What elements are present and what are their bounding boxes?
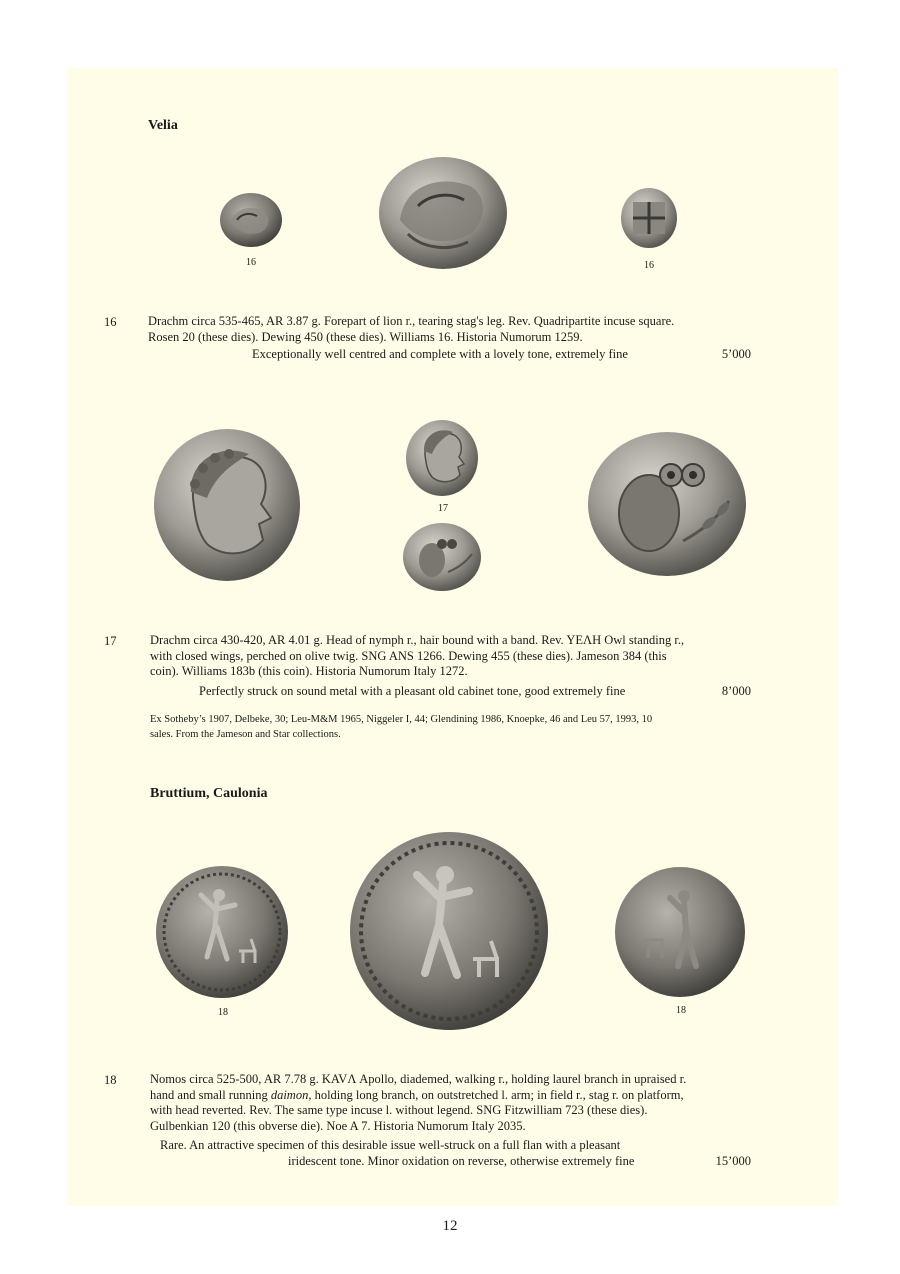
lot-17-line-1: Drachm circa 430-420, AR 4.01 g. Head of nymph r., hair bound with a band. Rev. YEΛH Owl standing r., (150, 633, 685, 647)
lot-grade-16: Exceptionally well centred and complete with a lovely tone, extremely fine (252, 347, 628, 361)
coin-image-16-reverse (620, 187, 678, 250)
coin-caption-16-left: 16 (246, 257, 256, 268)
section-heading-velia: Velia (148, 118, 178, 133)
lot-18-line-1: Nomos circa 525-500, AR 7.78 g. KAVΛ Apollo, diademed, walking r., holding laurel branch in upraised r. (150, 1072, 687, 1086)
lot-price-17: 8’000 (721, 684, 751, 698)
coin-image-17-obverse-large (153, 428, 301, 583)
lot-number-18: 18 (104, 1073, 117, 1087)
lot-grade-18-line-1: Rare. An attractive specimen of this desirable issue well-struck on a full flan with a pleasant (160, 1138, 621, 1152)
lot-description-18 (150, 1072, 751, 1138)
coin-image-17-reverse-large (587, 431, 747, 577)
lot-description-17 (150, 633, 751, 683)
lot-number-16: 16 (104, 315, 117, 329)
lot-16-line-1: Drachm circa 535-465, AR 3.87 g. Forepart of lion r., tearing stag's leg. Rev. Quadripartite incuse square. (148, 314, 675, 328)
coin-caption-16-right: 16 (644, 260, 654, 271)
coin-image-18-obverse-large (349, 831, 549, 1031)
lot-17-line-3: coin). Williams 183b (this coin). Historia Numorum Italy 1272. (150, 664, 468, 678)
lot-17-provenance-line-2: sales. From the Jameson and Star collections. (150, 729, 341, 740)
lot-17-provenance-line-1: Ex Sotheby’s 1907, Delbeke, 30; Leu-M&M 1965, Niggeler I, 44; Glendining 1986, Knoepke, 46 and Leu 57, 1993, 10 (150, 714, 653, 725)
coin-image-17-obverse-small (405, 419, 479, 497)
lot-18-line-3: with head reverted. Rev. The same type incuse l. without legend. SNG Fitzwilliam 723 (these dies). (150, 1103, 648, 1117)
lot-grade-17: Perfectly struck on sound metal with a pleasant old cabinet tone, good extremely fine (199, 684, 626, 698)
section-heading-bruttium-caulonia: Bruttium, Caulonia (150, 786, 268, 801)
lot-16-line-2: Rosen 20 (these dies). Dewing 450 (these dies). Williams 16. Historia Numorum 1259. (148, 329, 583, 344)
page-number: 12 (442, 1218, 458, 1234)
coin-image-18-obverse-small (155, 865, 289, 999)
coin-caption-18-left: 18 (218, 1007, 228, 1018)
lot-18-daimon-italic: daimon (270, 1087, 309, 1102)
lot-number-17: 17 (104, 634, 117, 648)
catalogue-page-panel (67, 68, 838, 1206)
lot-17-line-2: with closed wings, perched on olive twig. SNG ANS 1266. Dewing 455 (these dies). Jameson 384 (this (150, 648, 667, 663)
coin-image-18-reverse (614, 866, 747, 999)
lot-price-18: 15’000 (715, 1154, 751, 1168)
lot-price-16: 5’000 (721, 347, 751, 361)
lot-provenance-17 (150, 712, 751, 744)
lot-18-line-2-end: , holding long branch, on outstretched l. arm; in field r., stag r. on platform, (308, 1087, 684, 1102)
coin-caption-18-right: 18 (676, 1005, 686, 1016)
lot-18-line-2 (150, 1088, 751, 1104)
lot-18-line-2-start: hand and small running (150, 1087, 268, 1102)
lot-18-line-4: Gulbenkian 120 (this obverse die). Noe A 7. Historia Numorum Italy 2035. (150, 1118, 526, 1133)
coin-caption-17: 17 (438, 503, 448, 514)
coin-image-16-obverse-small (219, 192, 283, 248)
lot-grade-18-line-2: iridescent tone. Minor oxidation on reverse, otherwise extremely fine (288, 1154, 635, 1168)
coin-image-17-reverse-small (402, 522, 482, 592)
coin-image-16-obverse-large (378, 156, 508, 271)
